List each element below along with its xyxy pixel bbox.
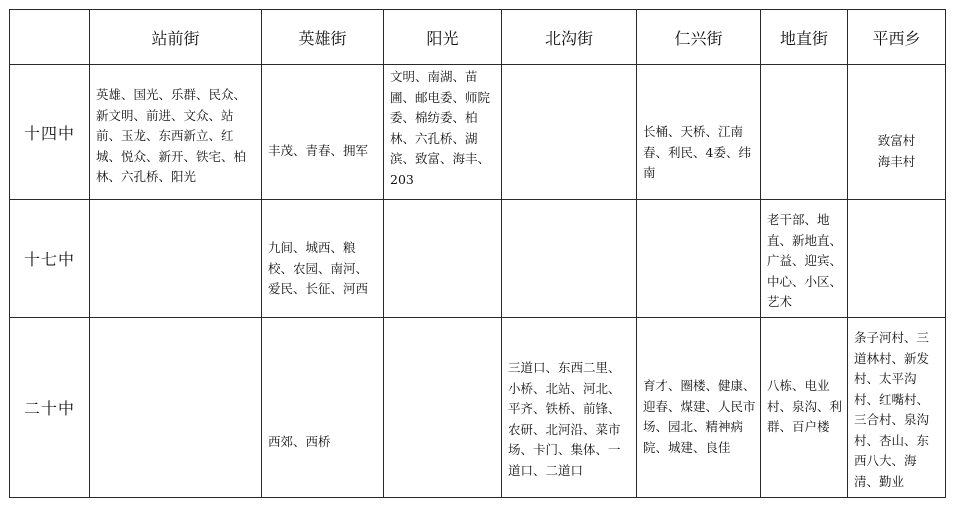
cell-text: 丰茂、青春、拥军: [268, 143, 369, 158]
table-cell: [262, 65, 384, 200]
column-header-beigoujie: 北沟街: [502, 10, 637, 65]
cell-text: 九间、城西、粮校、农园、南河、爱民、长征、河西: [268, 240, 369, 296]
table-cell: [848, 318, 946, 498]
cell-text: 老干部、地直、新地直、广益、迎宾、中心、小区、艺术: [767, 212, 843, 309]
table-cell: [761, 65, 848, 200]
cell-text: 育才、圈楼、健康、迎春、煤建、人民市场、园北、精神病院、城建、良佳: [643, 378, 756, 455]
cell-text: 条子河村、三道林村、新发村、太平沟村、红嘴村、三合村、泉沟村、杏山、东西八大、海清、勤业: [854, 330, 930, 489]
table-cell: [90, 65, 262, 200]
row-header-shisizhong: 十四中: [10, 65, 90, 200]
table-cell: [502, 200, 637, 318]
column-header-zhanqianjie: 站前街: [90, 10, 262, 65]
row-header-shiqizhong: 十七中: [10, 200, 90, 318]
table-row-shiqizhong: [10, 200, 946, 318]
table-cell: [262, 200, 384, 318]
column-header-pingxixiang: 平西乡: [848, 10, 946, 65]
column-header-dizhijie: 地直街: [761, 10, 848, 65]
table-row-ershizhong: [10, 318, 946, 498]
cell-text: 长桶、天桥、江南春、利民、4委、纬南: [643, 124, 751, 180]
table-cell: [761, 200, 848, 318]
header-row: [10, 10, 946, 65]
table-cell: [761, 318, 848, 498]
cell-text: 英雄、国光、乐群、民众、新文明、前进、文众、站前、玉龙、东西新立、红城、悦众、新开、铁宅、柏林、六孔桥、阳光: [96, 87, 247, 184]
cell-text: 西郊、西桥: [268, 434, 331, 449]
table-cell: [502, 65, 637, 200]
table-cell: [848, 65, 946, 200]
table-cell: [384, 65, 502, 200]
table-cell: [848, 200, 946, 318]
district-assignment-table: [9, 9, 946, 498]
table-cell: [384, 318, 502, 498]
column-header-renxingjie: 仁兴街: [637, 10, 761, 65]
table-cell: [90, 200, 262, 318]
table-cell: [384, 200, 502, 318]
row-header-ershizhong: 二十中: [10, 318, 90, 498]
table-cell: [262, 318, 384, 498]
table-cell: [637, 200, 761, 318]
table-cell: [637, 318, 761, 498]
table-cell: [90, 318, 262, 498]
table-cell: [502, 318, 637, 498]
table-row-shisizhong: [10, 65, 946, 200]
corner-cell: [10, 10, 90, 65]
table-cell: [637, 65, 761, 200]
cell-text: 文明、南湖、苗圃、邮电委、师院委、棉纺委、柏林、六孔桥、湖滨、致富、海丰、203: [390, 69, 491, 187]
cell-text: 八栋、电业村、泉沟、利群、百户楼: [767, 378, 843, 434]
cell-text: 致富村 海丰村: [877, 133, 916, 169]
column-header-yangguang: 阳光: [384, 10, 502, 65]
column-header-yingxiongjie: 英雄街: [262, 10, 384, 65]
cell-text: 三道口、东西二里、小桥、北站、河北、平齐、铁桥、前锋、农研、北河沿、菜市场、卡门、集体、一道口、二道口: [508, 360, 621, 478]
